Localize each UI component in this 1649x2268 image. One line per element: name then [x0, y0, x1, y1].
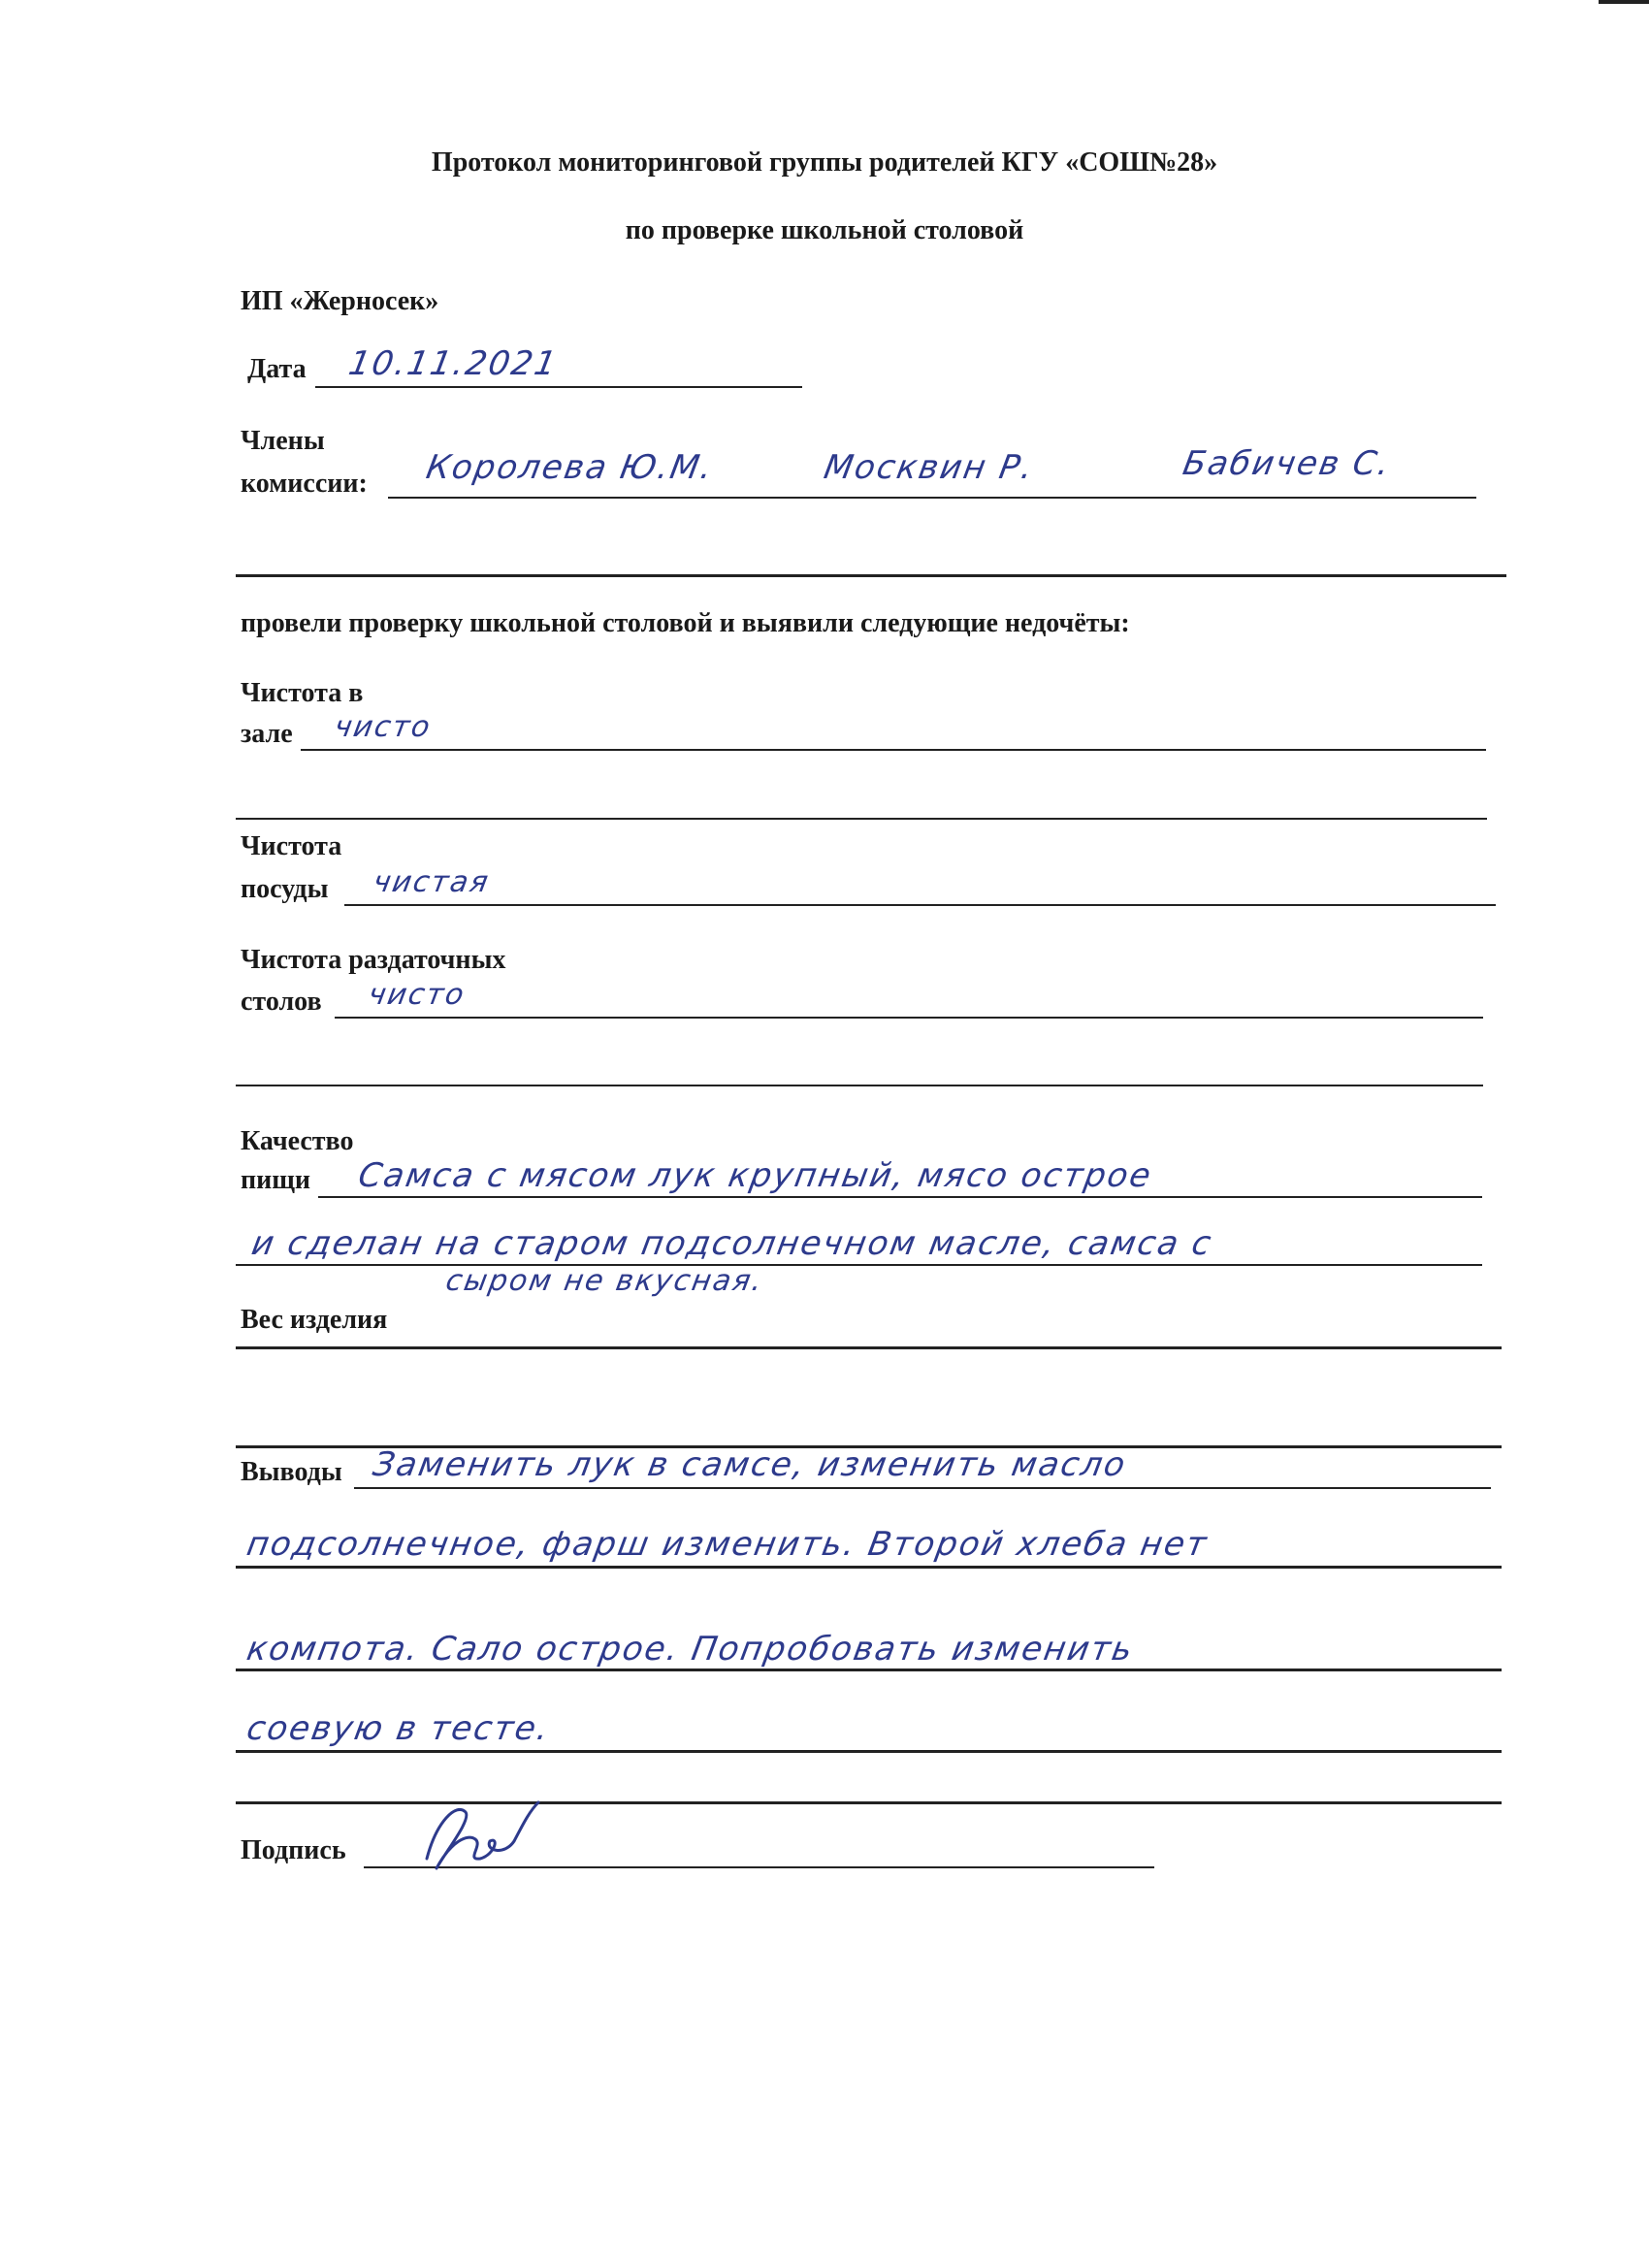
members-line	[388, 497, 1476, 499]
food-line-1	[318, 1196, 1482, 1198]
hall-label-line2: зале	[241, 719, 293, 749]
hall-line	[301, 749, 1486, 751]
members-label-line2: комиссии:	[241, 469, 368, 499]
food-text-line1: Самса с мясом лук крупный, мясо острое	[355, 1156, 1156, 1195]
ip-label: ИП «Жерносек»	[241, 286, 439, 316]
tables-extra-line	[236, 1085, 1483, 1086]
date-line	[315, 386, 802, 388]
weight-line	[236, 1346, 1502, 1349]
tables-value: чисто	[365, 978, 469, 1012]
member-name-2: Москвин Р.	[821, 448, 1038, 487]
date-value: 10.11.2021	[345, 344, 562, 383]
conclusions-text-line2: подсолнечное, фарш изменить. Второй хлеба нет	[243, 1525, 1212, 1564]
member-name-1: Королева Ю.М.	[423, 448, 717, 487]
conclusions-line-4	[236, 1750, 1502, 1753]
members-extra-line	[236, 574, 1506, 577]
dishes-label-line2: посуды	[241, 874, 329, 904]
hall-label-line1: Чистота в	[241, 678, 364, 708]
dishes-label-line1: Чистота	[241, 831, 342, 861]
conclusions-text-line3: компота. Сало острое. Попробовать изменить	[243, 1630, 1138, 1669]
members-label-line1: Члены	[241, 426, 325, 456]
document-subtitle: по проверке школьной столовой	[625, 215, 1024, 245]
conclusions-line-2	[236, 1566, 1502, 1569]
date-label: Дата	[247, 354, 307, 384]
intro-text: провели проверку школьной столовой и выявили следующие недочёты:	[241, 608, 1130, 638]
food-text-line2: и сделан на старом подсолнечном масле, самса с	[248, 1224, 1216, 1263]
weight-label: Вес изделия	[241, 1305, 388, 1335]
signature-label: Подпись	[241, 1835, 346, 1865]
handwritten-signature	[407, 1783, 553, 1880]
dishes-value: чистая	[370, 865, 493, 899]
hall-value: чисто	[331, 710, 435, 744]
tables-line	[335, 1017, 1483, 1019]
food-text-line3: сыром не вкусная.	[442, 1264, 767, 1298]
conclusions-text-line1: Заменить лук в самсе, изменить масло	[370, 1445, 1130, 1484]
conclusions-text-line4: соевую в тесте.	[243, 1709, 554, 1748]
food-line-2	[236, 1264, 1482, 1266]
conclusions-line-1	[354, 1487, 1491, 1489]
tables-label-line1: Чистота раздаточных	[241, 945, 506, 975]
conclusions-line-3	[236, 1669, 1502, 1671]
member-name-3: Бабичев С.	[1180, 444, 1395, 483]
document-title: Протокол мониторинговой группы родителей КГУ «СОШ№28»	[431, 147, 1218, 178]
scan-corner-mark	[1599, 0, 1649, 4]
food-label-line2: пищи	[241, 1165, 311, 1195]
food-label-line1: Качество	[241, 1126, 354, 1156]
dishes-line	[344, 904, 1496, 906]
hall-extra-line	[236, 818, 1487, 820]
conclusions-label: Выводы	[241, 1457, 342, 1487]
tables-label-line2: столов	[241, 987, 322, 1017]
